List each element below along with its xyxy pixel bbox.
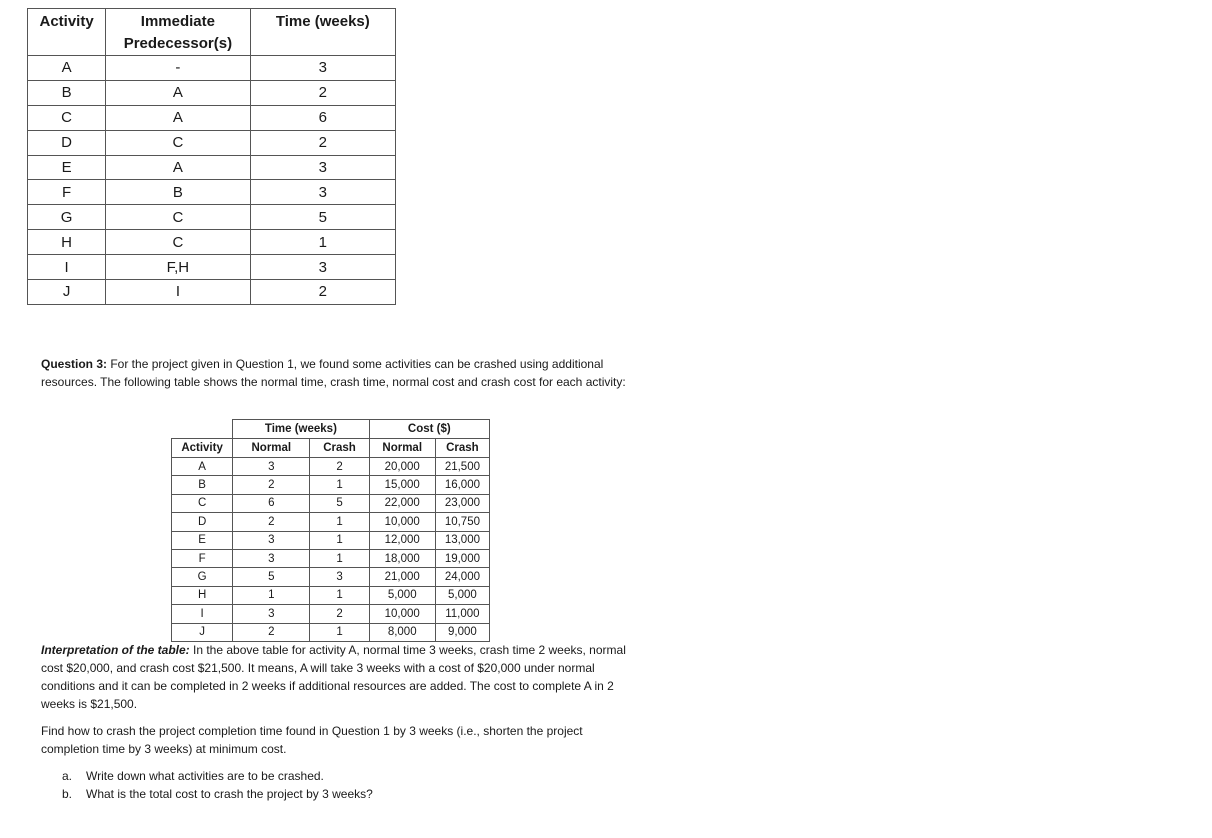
table-cell: 1 <box>310 476 369 494</box>
table-cell: 6 <box>250 105 395 130</box>
table-cell: 2 <box>310 605 369 623</box>
table-row <box>28 280 396 305</box>
table-cell: 2 <box>250 280 395 305</box>
table-cell: 16,000 <box>435 476 489 494</box>
table-cell: 5 <box>233 568 310 586</box>
table-cell: 2 <box>233 476 310 494</box>
header-activity: Activity <box>172 439 233 458</box>
table-row <box>28 255 396 280</box>
table-cell: F <box>28 180 106 205</box>
table-cell: 2 <box>233 513 310 531</box>
table-cell: 5,000 <box>369 586 435 604</box>
table-cell: 10,750 <box>435 513 489 531</box>
table-cell: I <box>172 605 233 623</box>
table-cell: D <box>28 130 106 155</box>
table-cell: I <box>28 255 106 280</box>
table-cell: I <box>106 280 250 305</box>
table-row <box>28 105 396 130</box>
list-item-text: What is the total cost to crash the project by 3 weeks? <box>86 787 373 801</box>
table-cell: A <box>106 105 250 130</box>
table-cell: 2 <box>233 623 310 641</box>
table-cell: 19,000 <box>435 549 489 567</box>
table-cell: 3 <box>233 458 310 476</box>
table-cell: E <box>172 531 233 549</box>
table-row <box>172 549 490 567</box>
list-marker: b. <box>62 787 73 801</box>
table-cell: 15,000 <box>369 476 435 494</box>
table-row <box>28 130 396 155</box>
table-cell: 20,000 <box>369 458 435 476</box>
table-cell: F,H <box>106 255 250 280</box>
interpretation-text: In the above table for activity A, normal time 3 weeks, crash time 2 weeks, normal cost $20,000, and crash cost $21,500. It means, A will take 3 weeks with a cost of $20,000 under normal conditions and it can be completed in 2 weeks if additional resources are added. The cost to complete A in 2 weeks is $21,500. <box>41 643 626 711</box>
table-row <box>28 155 396 180</box>
header-activity: Activity <box>28 9 106 56</box>
table-cell: 3 <box>250 56 395 81</box>
table-cell: - <box>106 56 250 81</box>
table-cell: 21,500 <box>435 458 489 476</box>
table-row <box>172 476 490 494</box>
table-cell: 3 <box>310 568 369 586</box>
header-crash-time: Crash <box>310 439 369 458</box>
table-cell: 24,000 <box>435 568 489 586</box>
table-cell: B <box>106 180 250 205</box>
table-cell: C <box>28 105 106 130</box>
table-cell: 11,000 <box>435 605 489 623</box>
list-marker: a. <box>62 769 73 783</box>
crash-cost-table <box>171 419 490 642</box>
table-cell: C <box>106 130 250 155</box>
table-cell: G <box>28 205 106 230</box>
table-cell: 5,000 <box>435 586 489 604</box>
group-header-row <box>172 420 490 439</box>
table-cell: A <box>106 155 250 180</box>
question-3-label: Question 3: <box>41 357 108 371</box>
table-cell: 18,000 <box>369 549 435 567</box>
table-cell: 8,000 <box>369 623 435 641</box>
table-cell: 21,000 <box>369 568 435 586</box>
list-item <box>41 785 373 803</box>
table-cell: E <box>28 155 106 180</box>
table-row <box>172 494 490 512</box>
table-cell: G <box>172 568 233 586</box>
header-crash-cost: Crash <box>435 439 489 458</box>
header-normal-cost: Normal <box>369 439 435 458</box>
table-cell: 3 <box>250 155 395 180</box>
table-row <box>28 80 396 105</box>
table-cell: 23,000 <box>435 494 489 512</box>
table-cell: 12,000 <box>369 531 435 549</box>
table-cell: C <box>106 230 250 255</box>
table-cell: 3 <box>233 605 310 623</box>
question-3-paragraph <box>41 355 631 391</box>
table-row <box>28 56 396 81</box>
table-cell: 1 <box>310 513 369 531</box>
table-cell: C <box>106 205 250 230</box>
group-header-time: Time (weeks) <box>233 420 369 439</box>
table-cell: 5 <box>250 205 395 230</box>
table-cell: 2 <box>250 80 395 105</box>
table-cell: D <box>172 513 233 531</box>
table-cell: 2 <box>310 458 369 476</box>
table-cell: 3 <box>233 531 310 549</box>
table-cell: 3 <box>233 549 310 567</box>
table-cell: A <box>106 80 250 105</box>
table-cell: 1 <box>250 230 395 255</box>
table-cell: 3 <box>250 255 395 280</box>
table-cell: 13,000 <box>435 531 489 549</box>
table-cell: 1 <box>310 531 369 549</box>
interpretation-paragraph <box>41 641 631 713</box>
table-cell: 1 <box>310 586 369 604</box>
table-row <box>172 605 490 623</box>
table-cell: 6 <box>233 494 310 512</box>
header-predecessors: Immediate Predecessor(s) <box>106 9 250 56</box>
interpretation-label: Interpretation of the table: <box>41 643 190 657</box>
table-cell: 10,000 <box>369 513 435 531</box>
table-cell: 1 <box>233 586 310 604</box>
table-row <box>172 513 490 531</box>
table-row <box>172 568 490 586</box>
table-cell: 5 <box>310 494 369 512</box>
list-item-text: Write down what activities are to be crashed. <box>86 769 324 783</box>
table-cell: B <box>172 476 233 494</box>
task-paragraph: Find how to crash the project completion time found in Question 1 by 3 weeks (i.e., shorten the project completion time by 3 weeks) at minimum cost. <box>41 724 583 756</box>
table-cell: 2 <box>250 130 395 155</box>
activity-predecessor-table <box>27 8 396 305</box>
table-cell: J <box>172 623 233 641</box>
table-cell: 22,000 <box>369 494 435 512</box>
table-row <box>172 531 490 549</box>
list-item <box>41 767 373 785</box>
header-time: Time (weeks) <box>250 9 395 56</box>
table-cell: 1 <box>310 623 369 641</box>
question-3-text: For the project given in Question 1, we found some activities can be crashed using additional resources. The following table shows the normal time, crash time, normal cost and crash cost for each activity: <box>41 357 626 389</box>
table-row <box>172 586 490 604</box>
table-cell: F <box>172 549 233 567</box>
table-cell: H <box>172 586 233 604</box>
table-row <box>172 458 490 476</box>
table-row <box>172 623 490 641</box>
table-cell: 3 <box>250 180 395 205</box>
table-row <box>28 180 396 205</box>
table-header-row <box>172 439 490 458</box>
table-header-row <box>28 9 396 56</box>
table-row <box>28 230 396 255</box>
table-row <box>28 205 396 230</box>
table-cell: H <box>28 230 106 255</box>
table-cell: C <box>172 494 233 512</box>
sub-questions-list <box>41 767 373 803</box>
header-normal-time: Normal <box>233 439 310 458</box>
table-cell: A <box>172 458 233 476</box>
table-cell: J <box>28 280 106 305</box>
group-header-cost: Cost ($) <box>369 420 489 439</box>
table-cell: 1 <box>310 549 369 567</box>
table-cell: A <box>28 56 106 81</box>
table-cell: B <box>28 80 106 105</box>
table-cell: 9,000 <box>435 623 489 641</box>
table-cell: 10,000 <box>369 605 435 623</box>
